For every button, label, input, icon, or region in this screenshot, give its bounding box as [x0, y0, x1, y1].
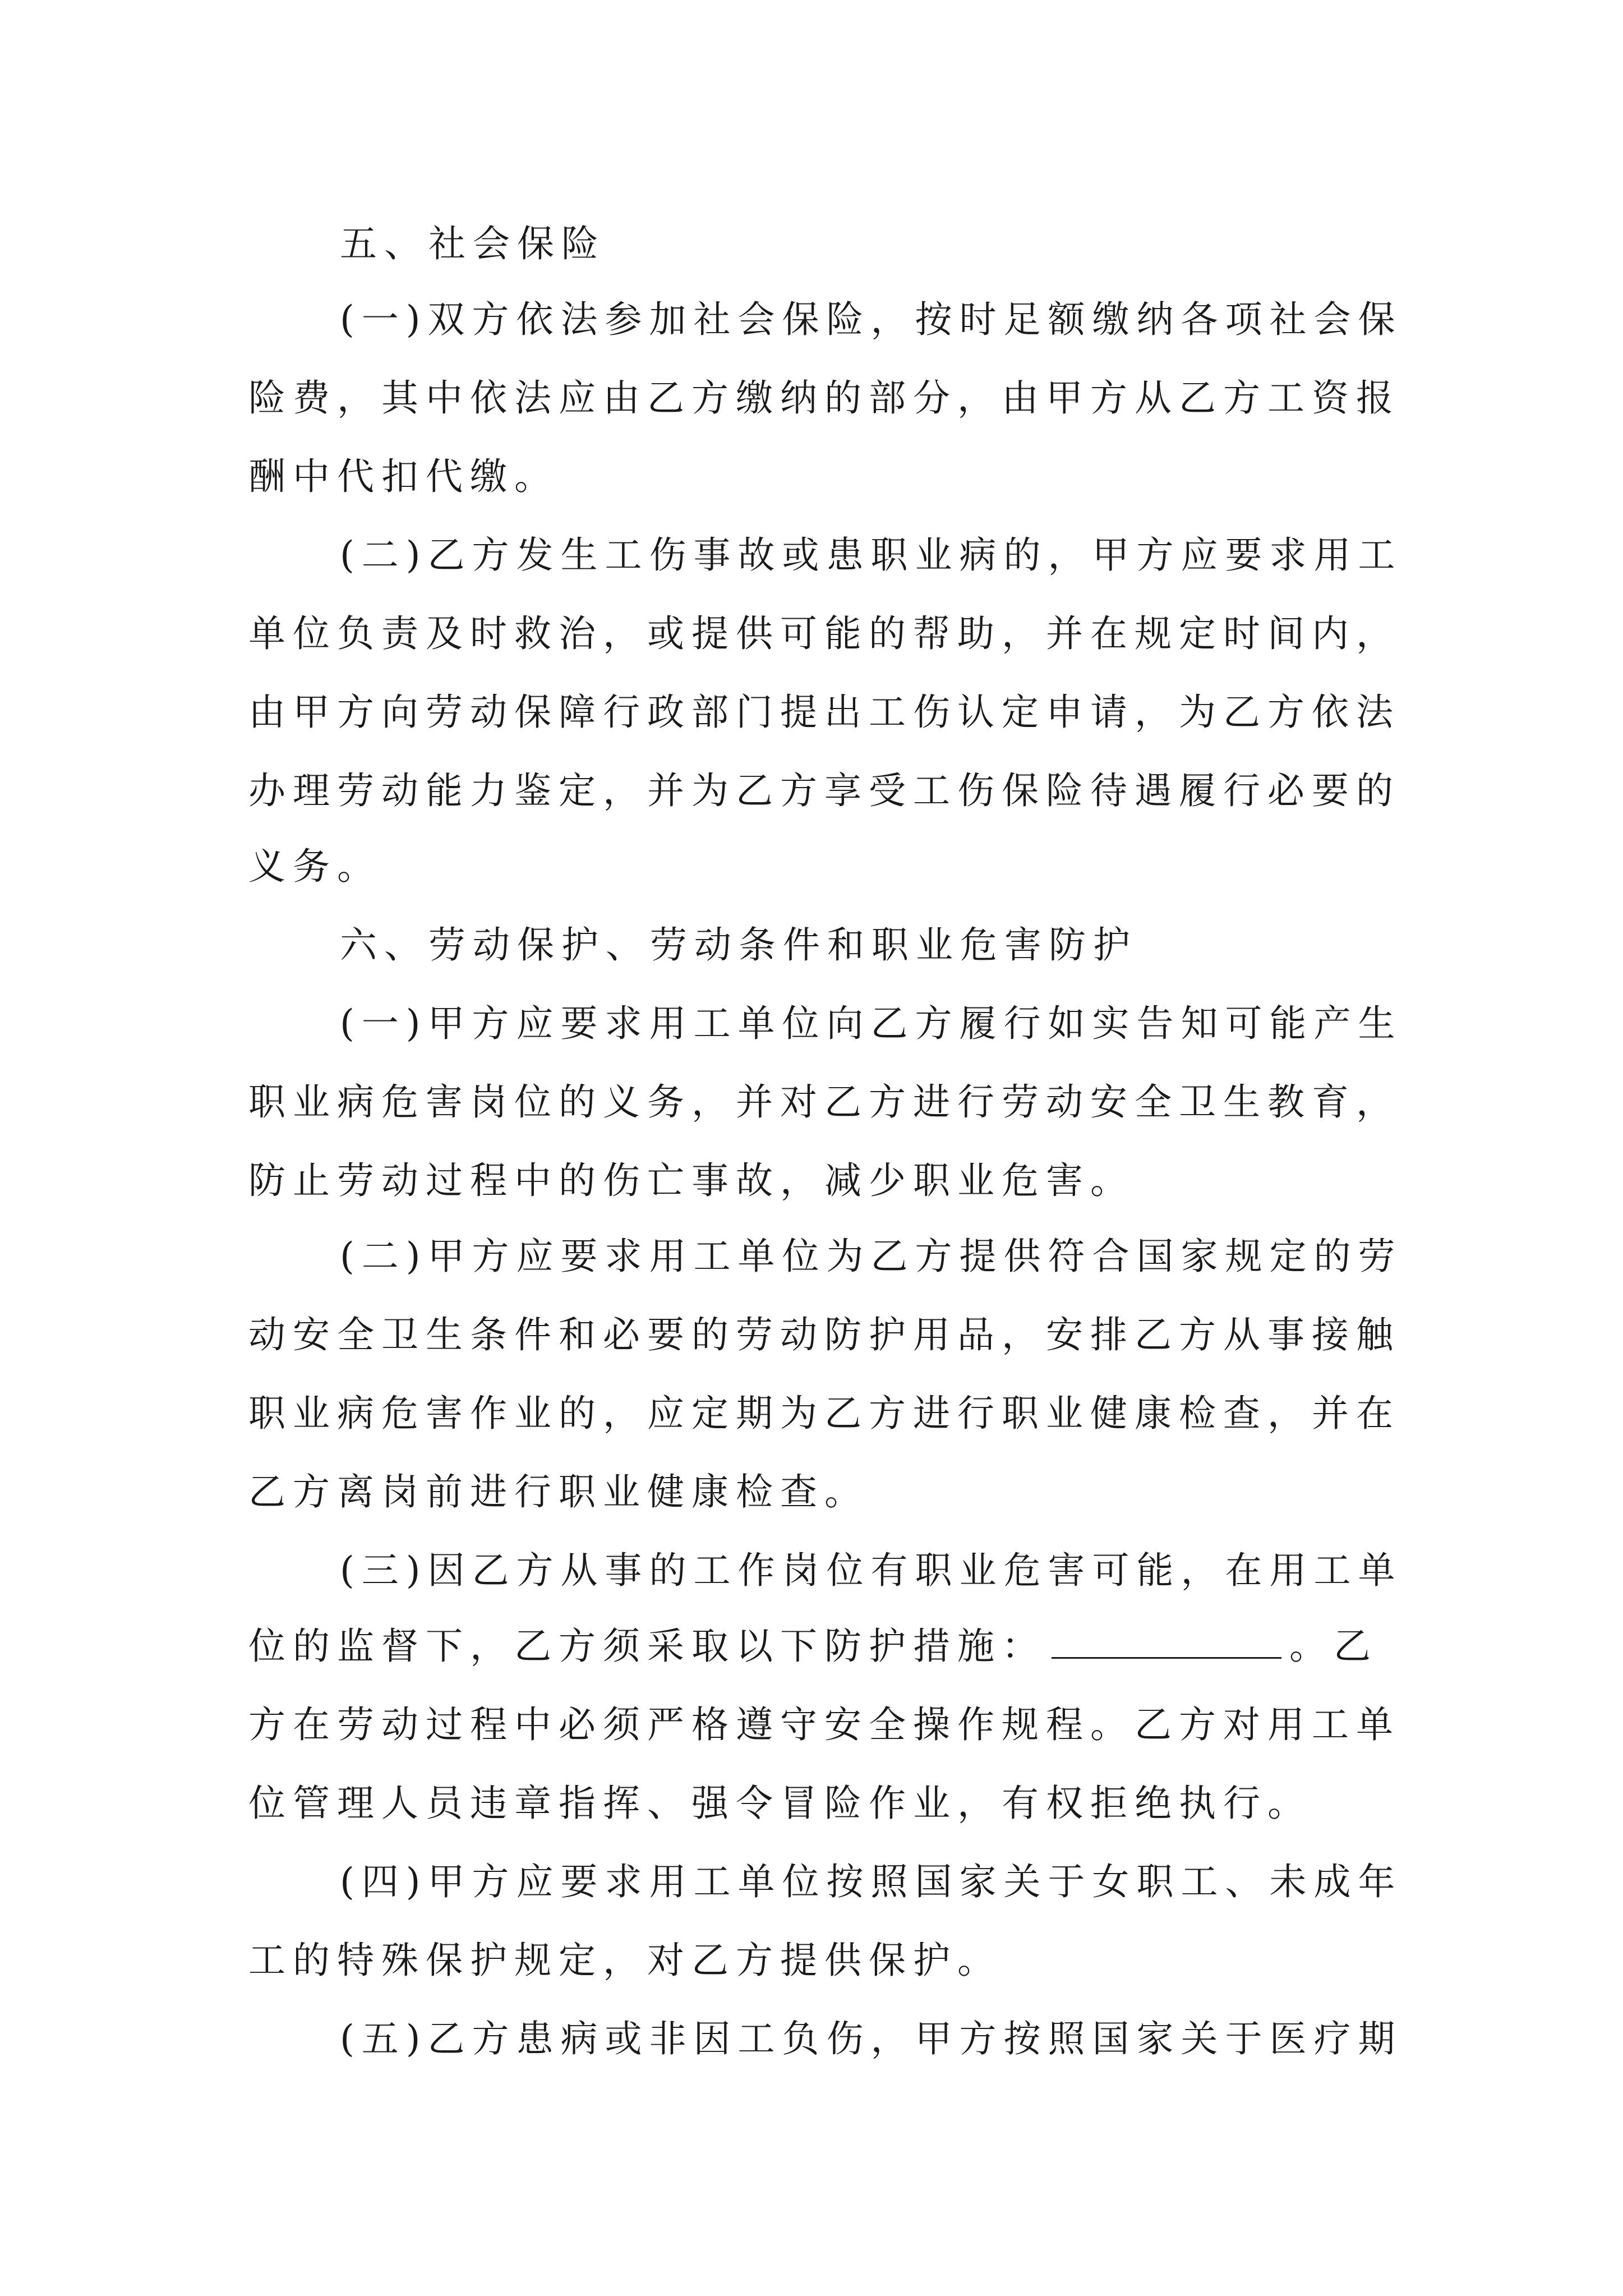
fill-in-blank-field[interactable] [1052, 1625, 1281, 1659]
section-heading-labor-protection: 六、劳动保护、劳动条件和职业危害防护 [340, 923, 1137, 967]
paragraph-line: (三)因乙方从事的工作岗位有职业危害可能，在用工单 [340, 1549, 1403, 1592]
paragraph-line: 防止劳动过程中的伤亡事故，减少职业危害。 [248, 1159, 1135, 1202]
paragraph-line: 办理劳动能力鉴定，并为乙方享受工伤保险待遇履行必要的 [248, 769, 1400, 812]
paragraph-line-with-blank [248, 1621, 1381, 1672]
paragraph-line: 职业病危害作业的，应定期为乙方进行职业健康检查，并在 [248, 1392, 1400, 1435]
paragraph-line: (四)甲方应要求用工单位按照国家关于女职工、未成年 [340, 1860, 1403, 1903]
paragraph-line: 位管理人员违章指挥、强令冒险作业，有权拒绝执行。 [248, 1782, 1312, 1825]
paragraph-line: 义务。 [248, 845, 381, 888]
paragraph-line: (一)双方依法参加社会保险，按时足额缴纳各项社会保 [340, 298, 1403, 341]
paragraph-line: 险费，其中依法应由乙方缴纳的部分，由甲方从乙方工资报 [248, 376, 1400, 420]
paragraph-line: 工的特殊保护规定，对乙方提供保护。 [248, 1939, 1002, 1982]
paragraph-line: 单位负责及时救治，或提供可能的帮助，并在规定时间内， [248, 612, 1400, 655]
paragraph-line: 职业病危害岗位的义务，并对乙方进行劳动安全卫生教育， [248, 1080, 1400, 1124]
blank-prefix-text: 位的监督下，乙方须采取以下防护措施： [248, 1625, 1046, 1668]
paragraph-line: 动安全卫生条件和必要的劳动防护用品，安排乙方从事接触 [248, 1313, 1400, 1356]
paragraph-line: 方在劳动过程中必须严格遵守安全操作规程。乙方对用工单 [248, 1703, 1400, 1746]
paragraph-line: (二)乙方发生工伤事故或患职业病的，甲方应要求用工 [340, 533, 1403, 577]
paragraph-line: (五)乙方患病或非因工负伤，甲方按照国家关于医疗期 [340, 2017, 1403, 2060]
blank-suffix-text: 。乙 [1289, 1625, 1378, 1668]
paragraph-line: (二)甲方应要求用工单位为乙方提供符合国家规定的劳 [340, 1235, 1403, 1278]
paragraph-line: 由甲方向劳动保障行政部门提出工伤认定申请，为乙方依法 [248, 691, 1400, 734]
paragraph-line: 酬中代扣代缴。 [248, 455, 559, 498]
paragraph-line: 乙方离岗前进行职业健康检查。 [248, 1470, 869, 1513]
section-heading-social-insurance: 五、社会保险 [340, 222, 606, 265]
paragraph-line: (一)甲方应要求用工单位向乙方履行如实告知可能产生 [340, 1002, 1403, 1045]
